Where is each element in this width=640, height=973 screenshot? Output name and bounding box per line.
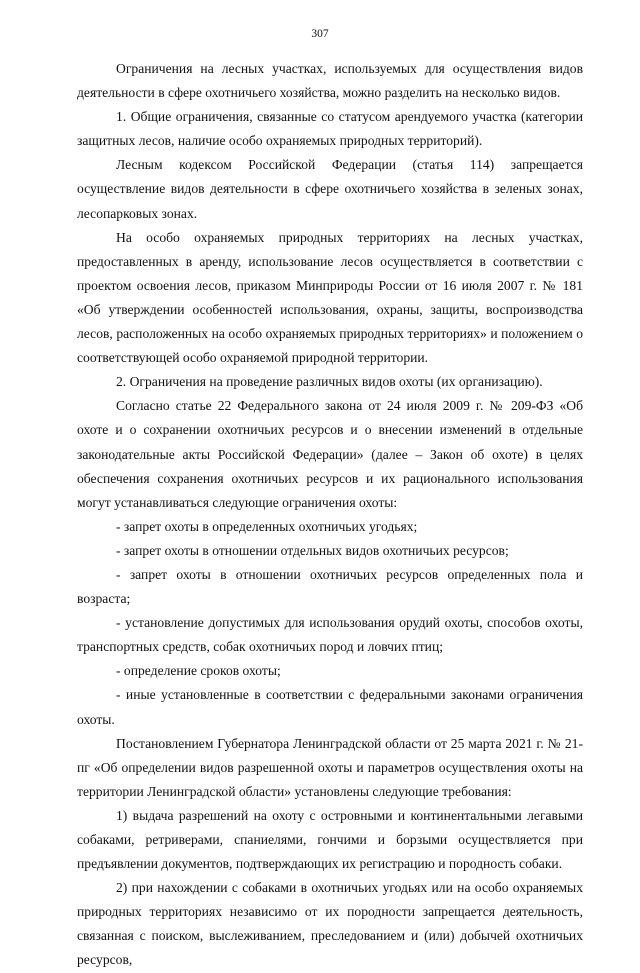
list-item: - запрет охоты в отношении охотничьих ресурсов определенных пола и возраста; [77, 566, 583, 607]
page-number: 307 [311, 28, 329, 40]
paragraph: На особо охраняемых природных территориях на лесных участках, предоставленных в аренду, использование лесов осуществляется в соответствии с проектом освоения лесов, приказом Минприроды России от 16 июля 2007 г. № 181 «Об утверждении особенностей использования, охраны, защиты, воспроизводства лесов, расположенных на особо охраняемых природных территориях» и положением о соответствующей особо охраняемой природной территории. [77, 229, 583, 366]
list-item: - определение сроков охоты; [116, 663, 281, 679]
list-item: - установление допустимых для использования орудий охоты, способов охоты, транспортных средств, собак охотничьих пород и ловчих птиц; [77, 615, 583, 655]
paragraph: Лесным кодексом Российской Федерации (статья 114) запрещается осуществление видов деятельности в сфере охотничьего хозяйства в зеленых зонах, лесопарковых зонах. [77, 157, 583, 221]
numbered-item: 1) выдача разрешений на охоту с островными и континентальными легавыми собаками, ретриверами, спаниелями, гончими и борзыми осуществляется при предъявлении документов, подтверждающих их регистрацию и породность собаки. [77, 807, 583, 872]
list-item: - запрет охоты в отношении отдельных видов охотничьих ресурсов; [116, 542, 509, 558]
paragraph: 2. Ограничения на проведение различных видов охоты (их организацию). [116, 374, 543, 390]
paragraph: Постановлением Губернатора Ленинградской области от 25 марта 2021 г. № 21-пг «Об определении видов разрешенной охоты и параметров осуществления охоты на территории Ленинградской области» установлены следующие требования: [77, 735, 583, 799]
paragraph: Ограничения на лесных участках, используемых для осуществления видов деятельности в сфере охотничьего хозяйства, можно разделить на несколько видов. [77, 61, 583, 101]
numbered-item: 2) при нахождении с собаками в охотничьих угодьях или на особо охраняемых природных территориях независимо от их породности запрещается деятельность, связанная с поиском, выслеживанием, преследованием и (или) добычей охотничьих ресурсов, [77, 880, 583, 968]
paragraph: Согласно статье 22 Федерального закона от 24 июля 2009 г. № 209-ФЗ «Об охоте и о сохранении охотничьих ресурсов и о внесении изменений в отдельные законодательные акты Российской Федерации» (далее – Закон об охоте) в целях обеспечения сохранения охотничьих ресурсов и их рационального использования могут устанавливаться следующие ограничения охоты: [77, 398, 583, 510]
document-body [77, 57, 583, 973]
paragraph: 1. Общие ограничения, связанные со статусом арендуемого участка (категории защитных лесов, наличие особо охраняемых природных территорий). [77, 109, 583, 149]
list-item: - запрет охоты в определенных охотничьих угодьях; [116, 518, 418, 534]
list-item: - иные установленные в соответствии с федеральными законами ограничения охоты. [77, 687, 583, 727]
